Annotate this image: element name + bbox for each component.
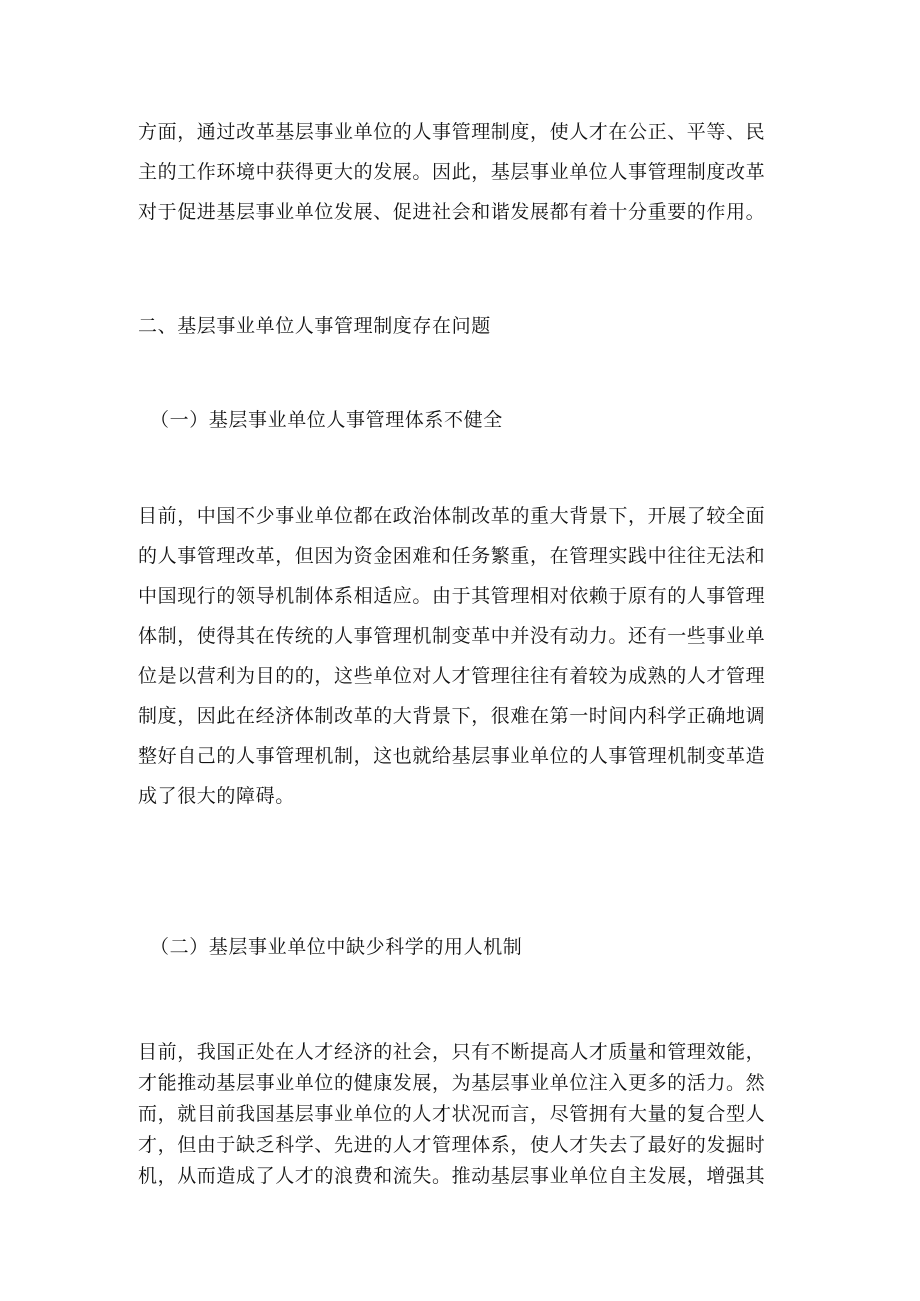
paragraph-line: 机，从而造成了人才的浪费和流失。推动基层事业单位自主发展，增强其	[138, 1165, 766, 1187]
paragraph-line: 方面，通过改革基层事业单位的人事管理制度，使人才在公正、平等、民	[138, 121, 766, 143]
paragraph-line: 才能推动基层事业单位的健康发展，为基层事业单位注入更多的活力。然	[138, 1072, 766, 1094]
paragraph-line: 对于促进基层事业单位发展、促进社会和谐发展都有着十分重要的作用。	[138, 201, 766, 223]
paragraph-line: 成了很大的障碍。	[138, 785, 295, 807]
paragraph-line: 的人事管理改革，但因为资金困难和任务繁重，在管理实践中往往无法和	[138, 545, 766, 567]
paragraph-line: 制度，因此在经济体制改革的大背景下，很难在第一时间内科学正确地调	[138, 705, 766, 727]
subsection-1-paragraph	[138, 496, 786, 816]
subsection-2-paragraph	[138, 1037, 786, 1192]
paragraph-line: 目前，中国不少事业单位都在政治体制改革的重大背景下，开展了较全面	[138, 505, 766, 527]
paragraph-line: 目前，我国正处在人才经济的社会，只有不断提高人才质量和管理效能，	[138, 1041, 766, 1063]
section-heading: 二、基层事业单位人事管理制度存在问题	[138, 315, 491, 337]
intro-paragraph	[138, 112, 786, 232]
subsection-2-heading: （二）基层事业单位中缺少科学的用人机制	[150, 936, 523, 958]
paragraph-line: 而，就目前我国基层事业单位的人才状况而言，尽管拥有大量的复合型人	[138, 1103, 766, 1125]
paragraph-line: 主的工作环境中获得更大的发展。因此，基层事业单位人事管理制度改革	[138, 161, 766, 183]
paragraph-line: 才，但由于缺乏科学、先进的人才管理体系，使人才失去了最好的发掘时	[138, 1134, 766, 1156]
paragraph-line: 位是以营利为目的的，这些单位对人才管理往往有着较为成熟的人才管理	[138, 665, 766, 687]
paragraph-line: 整好自己的人事管理机制，这也就给基层事业单位的人事管理机制变革造	[138, 745, 766, 767]
paragraph-line: 中国现行的领导机制体系相适应。由于其管理相对依赖于原有的人事管理	[138, 585, 766, 607]
subsection-1-heading: （一）基层事业单位人事管理体系不健全	[150, 409, 503, 431]
paragraph-line: 体制，使得其在传统的人事管理机制变革中并没有动力。还有一些事业单	[138, 625, 766, 647]
